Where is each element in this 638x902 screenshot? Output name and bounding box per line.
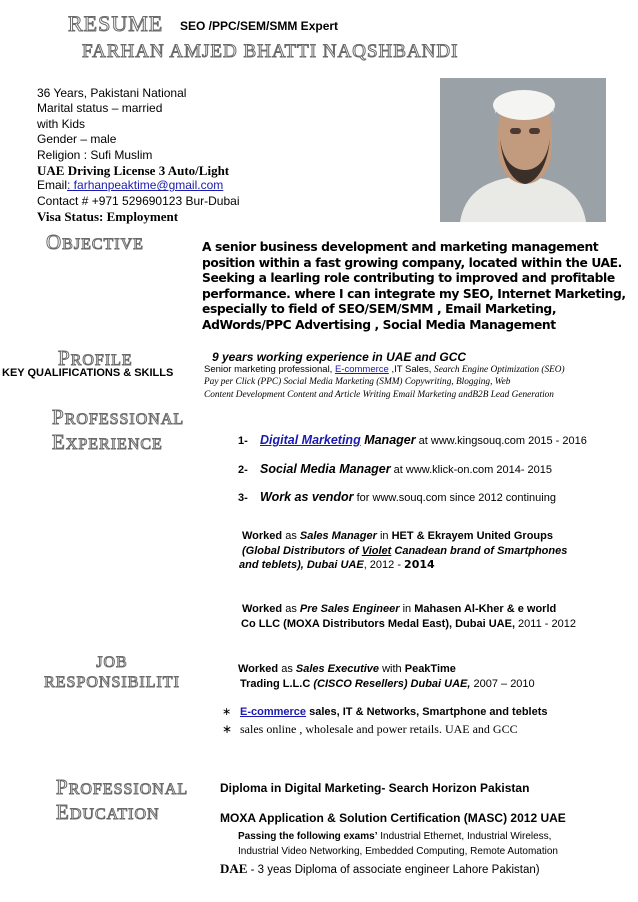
personal-info	[37, 86, 239, 225]
profile-headline: 9 years working experience in UAE and GCC	[212, 350, 467, 364]
email-link[interactable]: : farhanpeaktime@gmail.com	[67, 178, 224, 193]
objective-line: performance. where I can integrate my SEO, Internet Marketing,	[202, 286, 626, 301]
responsibility-bullet: ∗ E-commerce sales, IT & Networks, Smartphone and teblets	[222, 706, 548, 718]
asterisk-bullet-icon: ∗	[222, 722, 233, 736]
objective-line: especially to field of SEO/SEM/SMM , Email Marketing,	[202, 302, 557, 317]
job-heading: JOB RESPONSIBILITI	[44, 654, 180, 691]
objective-line: position within a fast growing company, located within the UAE.	[202, 255, 622, 270]
profile-heading: PROFILE	[58, 346, 133, 370]
key-qualifications-label: KEY QUALIFICATIONS & SKILLS	[2, 367, 174, 379]
profile-line: Content Development Content and Article Writing Email Marketing andB2B Lead Generation	[204, 389, 554, 400]
objective-line: AdWords/PPC Advertising , Social Media Management	[202, 317, 556, 332]
experience-heading: PROFESSIONAL EXPERIENCE	[52, 405, 185, 454]
ecommerce-link[interactable]: E-commerce	[334, 364, 389, 375]
exams-list: Passing the following exams’ Industrial Ethernet, Industrial Wireless, Industrial Video Networking, Embedded Computing, Remote Automation	[238, 831, 558, 857]
objective-line: A senior business development and marketing management	[202, 240, 599, 254]
ecommerce-link-2[interactable]: E-commerce	[240, 706, 307, 718]
marital-status: Marital status – married	[37, 101, 163, 116]
religion: Religion : Sufi Muslim	[37, 147, 153, 162]
profile-summary	[204, 364, 565, 401]
gender: Gender – male	[37, 132, 117, 147]
email-line	[37, 178, 239, 193]
driving-license: UAE Driving License 3 Auto/Light	[37, 163, 230, 179]
person-photo-icon	[440, 78, 606, 222]
resume-subtitle: SEO /PPC/SEM/SMM Expert	[180, 19, 339, 33]
responsibility-bullet: ∗ sales online , wholesale and power retails. UAE and GCC	[222, 722, 518, 736]
dae-diploma: DAE - 3 yeas Diploma of associate engineer Lahore Pakistan)	[220, 861, 540, 876]
digital-marketing-link[interactable]: Digital Marketing	[260, 433, 361, 447]
email-label: Email	[37, 178, 68, 193]
resume-title: RESUME	[68, 11, 164, 36]
het-experience: Worked as Sales Manager in HET & Ekrayem United Groups (Global Distributors of Violet Canadean brand of Smartphones and teblets), Dubai UAE, 2012 - 2014	[239, 530, 568, 571]
experience-item: 3- Work as vendor for www.souq.com since 2012 continuing	[238, 490, 556, 504]
objective-text	[202, 240, 626, 334]
objective-line: Seeking a learling role contributing to improved and profitable	[202, 271, 615, 286]
objective-heading: OBJECTIVE	[46, 230, 144, 254]
kids: with Kids	[37, 116, 86, 131]
profile-line: Pay per Click (PPC) Social Media Marketing (SMM) Copywriting, Blogging, Web	[204, 377, 511, 388]
contact: Contact # +971 529690123 Bur-Dubai	[37, 193, 240, 208]
visa-status: Visa Status: Employment	[37, 209, 179, 225]
age-nationality: 36 Years, Pakistani National	[37, 86, 187, 100]
profile-line: Senior marketing professional, E-commerce ,IT Sales, Search Engine Optimization (SEO)	[204, 364, 565, 375]
experience-item: 2- Social Media Manager at www.klick-on.com 2014- 2015	[238, 462, 553, 476]
profile-photo	[440, 78, 606, 222]
peaktime-experience: Worked as Sales Executive with PeakTime Trading L.L.C (CISCO Resellers) Dubai UAE, 2007 – 2010	[238, 663, 535, 690]
candidate-name: FARHAN AMJED BHATTI NAQSHBANDI	[82, 41, 459, 62]
moxa-certification: MOXA Application & Solution Certification (MASC) 2012 UAE	[220, 811, 566, 825]
asterisk-bullet-icon: ∗	[222, 706, 232, 718]
experience-item: 1- Digital Marketing Manager at www.kingsouq.com 2015 - 2016	[238, 433, 587, 447]
education-heading: PROFESSIONAL EDUCATION	[56, 775, 189, 824]
mahasen-experience: Worked as Pre Sales Engineer in Mahasen Al-Kher & e world Co LLC (MOXA Distributors Medal East), Dubai UAE, 2011 - 2012	[241, 603, 576, 630]
diploma-digital-marketing: Diploma in Digital Marketing- Search Horizon Pakistan	[220, 781, 530, 795]
